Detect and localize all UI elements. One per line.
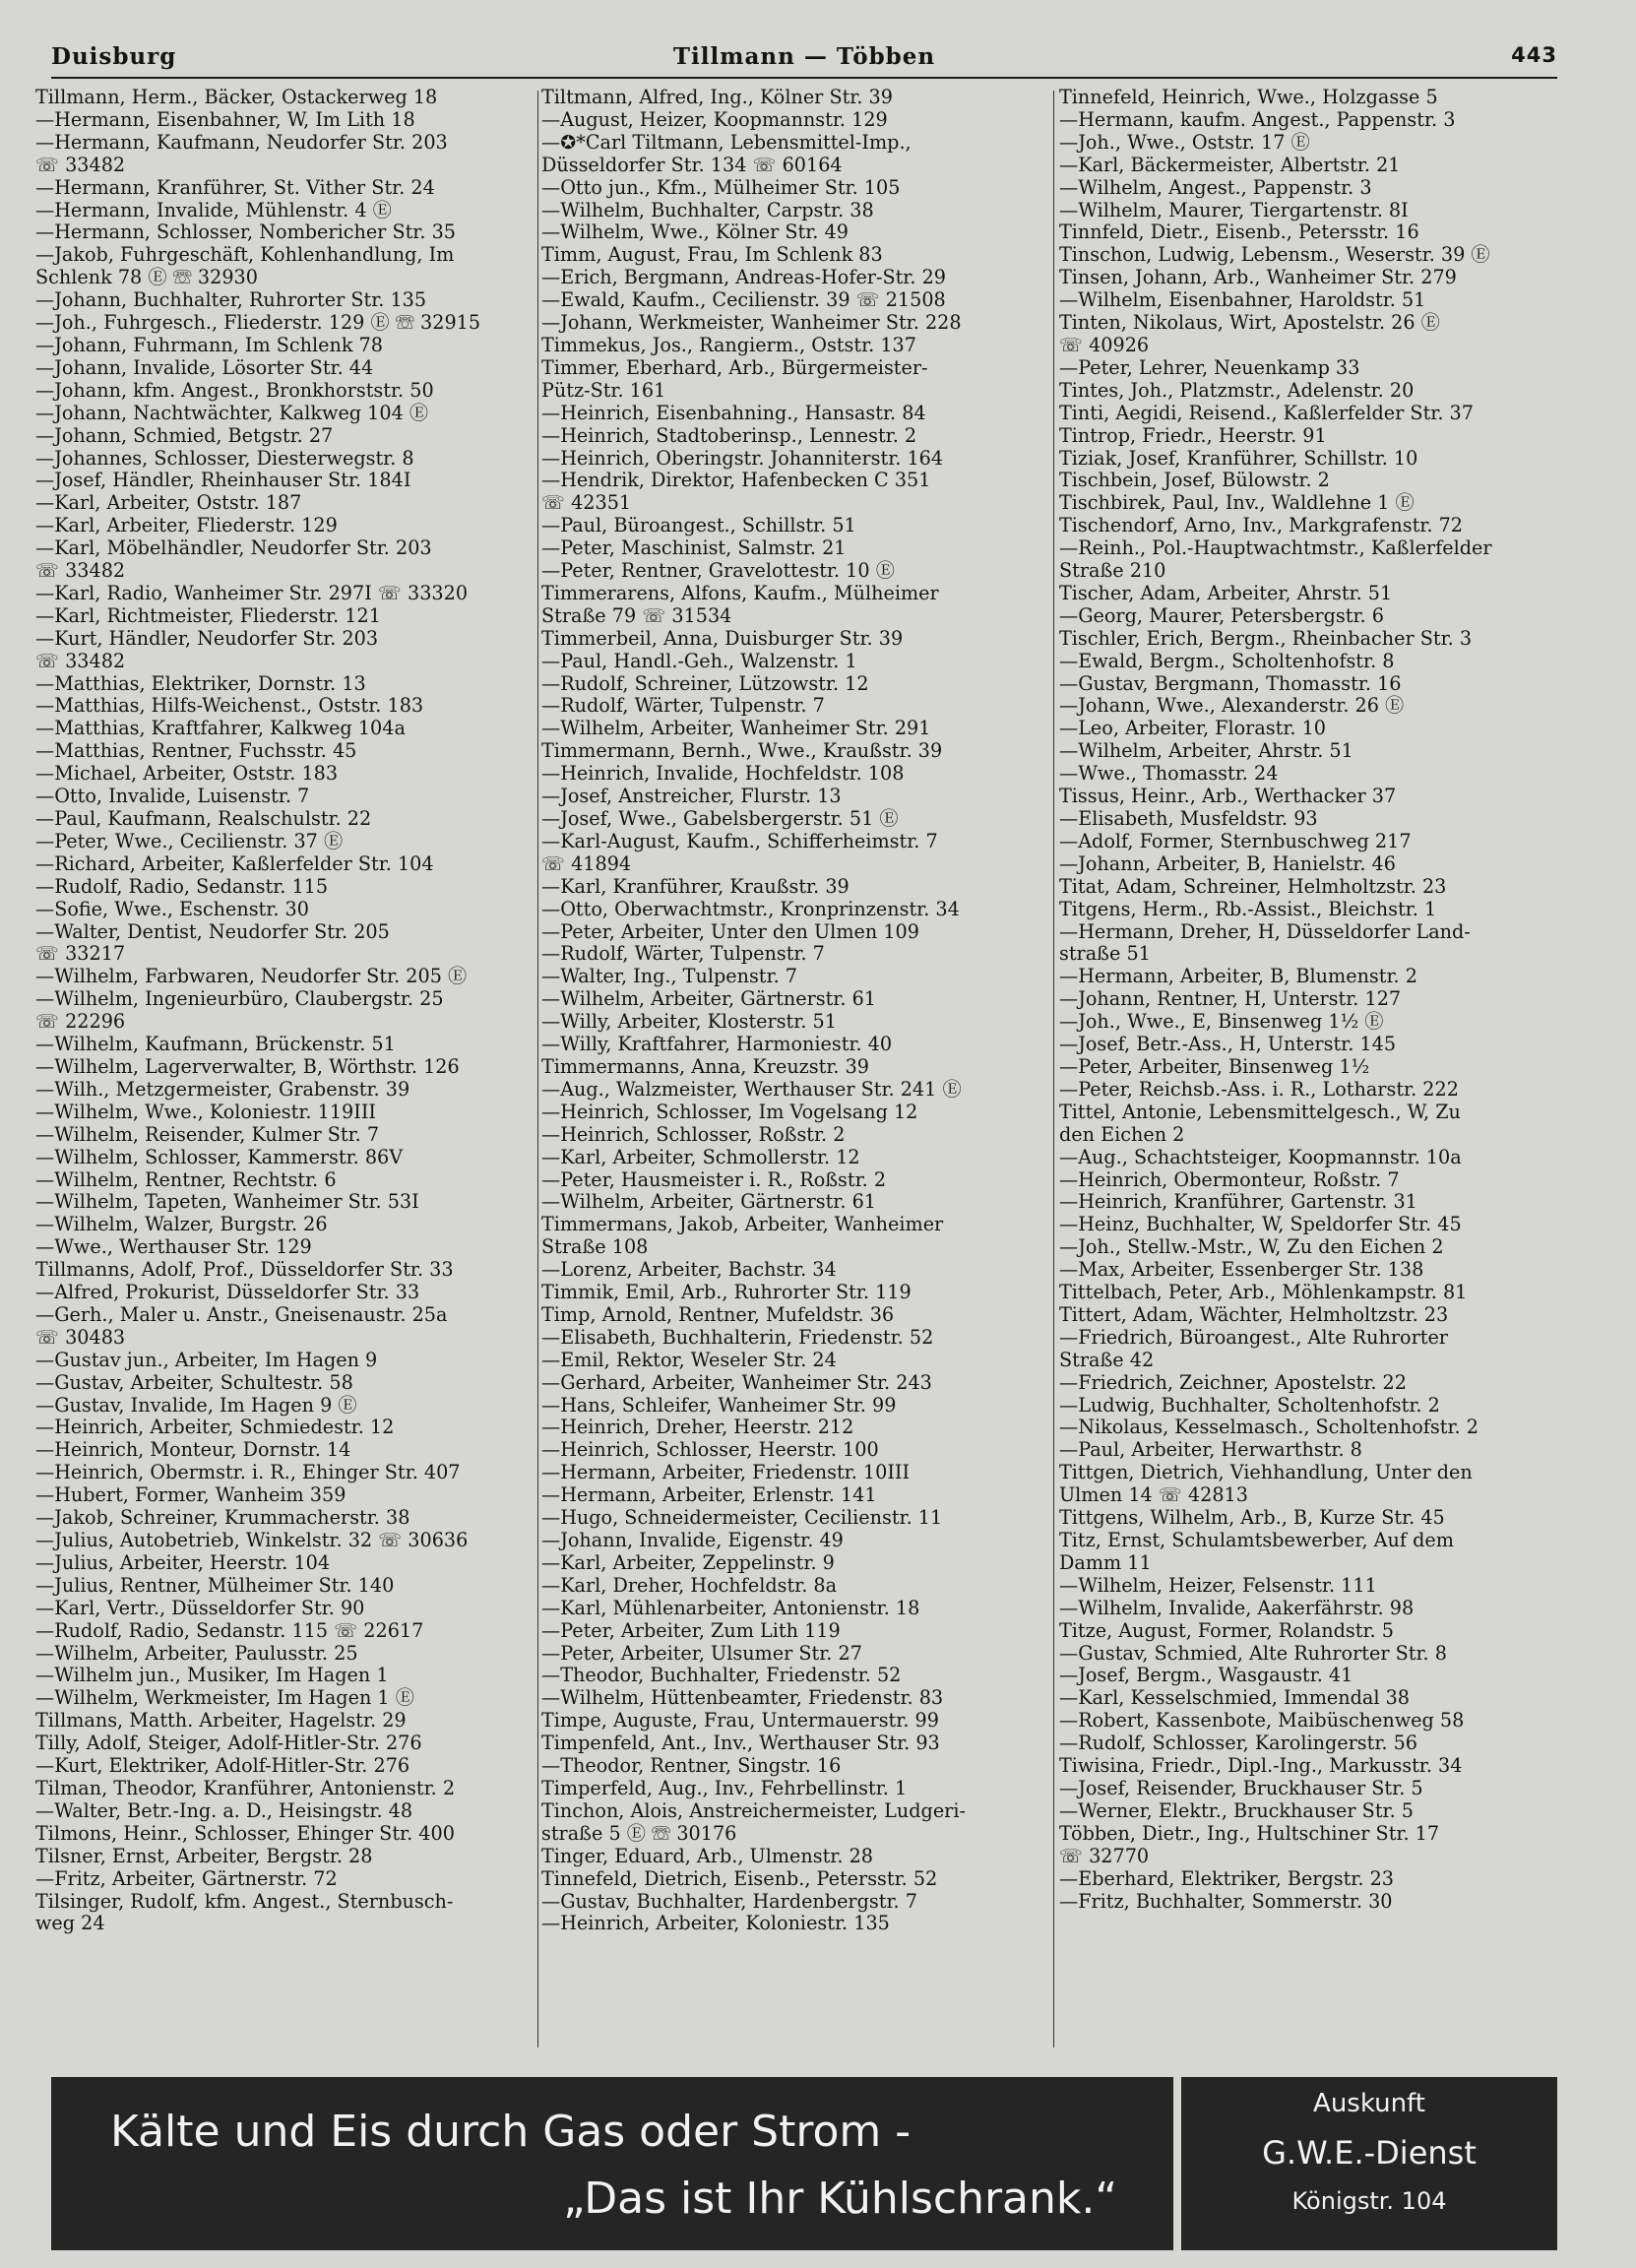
directory-entry-line: Többen, Dietr., Ing., Hultschiner Str. 17 [1059, 1821, 1440, 1845]
directory-entry-line: —Gerhard, Arbeiter, Wanheimer Str. 243 [541, 1370, 932, 1394]
directory-entry-line: Damm 11 [1059, 1550, 1152, 1574]
column-divider [1053, 91, 1054, 2048]
directory-entry-line: —Johann, Fuhrmann, Im Schlenk 78 [35, 333, 384, 356]
directory-entry-line: —Johann, Invalide, Eigenstr. 49 [541, 1529, 844, 1551]
directory-entry-line: —Peter, Arbeiter, Unter den Ulmen 109 [541, 919, 919, 943]
directory-entry-line: Ulmen 14 ☏ 42813 [1059, 1483, 1248, 1507]
directory-entry-line: —Hendrik, Direktor, Hafenbecken C 351 [541, 469, 931, 492]
directory-entry-line: —Heinrich, Eisenbahning., Hansastr. 84 [541, 401, 926, 424]
directory-entry-line: ☏ 33217 [35, 942, 126, 966]
directory-entry-line: —Wilhelm, Kaufmann, Brückenstr. 51 [35, 1033, 396, 1056]
directory-entry-line: —Fritz, Buchhalter, Sommerstr. 30 [1059, 1889, 1393, 1913]
directory-entry-line: —Hermann, Schlosser, Nombericher Str. 35 [35, 220, 456, 244]
directory-entry-line: —Ewald, Kaufm., Cecilienstr. 39 ☏ 21508 [541, 288, 946, 312]
directory-entry-line: —Heinrich, Arbeiter, Schmiedestr. 12 [35, 1416, 395, 1439]
directory-entry-line: —Wilhelm, Werkmeister, Im Hagen 1 Ⓔ [35, 1686, 414, 1710]
directory-entry-line: Timm, August, Frau, Im Schlenk 83 [541, 243, 883, 267]
directory-entry-line: —Wilhelm, Walzer, Burgstr. 26 [35, 1213, 328, 1236]
directory-entry-line: —Hermann, Arbeiter, Friedenstr. 10III [541, 1461, 911, 1484]
directory-entry-line: —Walter, Betr.-Ing. a. D., Heisingstr. 48 [35, 1798, 413, 1822]
directory-entry-line: —Hermann, Invalide, Mühlenstr. 4 Ⓔ [35, 198, 392, 221]
directory-entry-line: —Paul, Arbeiter, Herwarthstr. 8 [1059, 1438, 1362, 1462]
directory-entry-line: Düsseldorfer Str. 134 ☏ 60164 [541, 153, 843, 176]
directory-entry-line: —Heinrich, Dreher, Heerstr. 212 [541, 1416, 854, 1439]
directory-entry-line: —Heinrich, Invalide, Hochfeldstr. 108 [541, 762, 905, 786]
directory-entry-line: ☏ 32770 [1059, 1844, 1150, 1867]
directory-entry-line: Titz, Ernst, Schulamtsbewerber, Auf dem [1059, 1529, 1454, 1551]
directory-entry-line: Tillmanns, Adolf, Prof., Düsseldorfer Str. 33 [35, 1258, 454, 1282]
column-3 [1059, 87, 1571, 1913]
directory-entry-line: —Hermann, Kaufmann, Neudorfer Str. 203 [35, 130, 448, 154]
directory-entry-line: —Wilhelm, Wwe., Koloniestr. 119III [35, 1100, 376, 1123]
directory-entry-line: —Walter, Dentist, Neudorfer Str. 205 [35, 919, 390, 943]
directory-entry-line: Timmerbeil, Anna, Duisburger Str. 39 [541, 626, 904, 650]
page-number: 443 [1511, 43, 1557, 67]
directory-entry-line: Tischendorf, Arno, Inv., Markgrafenstr. 72 [1059, 514, 1463, 537]
directory-entry-line: Tintrop, Friedr., Heerstr. 91 [1059, 423, 1327, 447]
directory-entry-line: —Otto jun., Kfm., Mülheimer Str. 105 [541, 175, 901, 199]
directory-entry-line: —Hermann, Eisenbahner, W, Im Lith 18 [35, 107, 415, 131]
column-1 [35, 87, 533, 1935]
directory-entry-line: Tittgens, Wilhelm, Arb., B, Kurze Str. 45 [1059, 1506, 1445, 1530]
directory-entry-line: —Hermann, Dreher, H, Düsseldorfer Land- [1059, 919, 1471, 943]
directory-entry-line: Tinnefeld, Dietrich, Eisenb., Petersstr. 52 [541, 1866, 938, 1890]
directory-entry-line: Tittel, Antonie, Lebensmittelgesch., W, Zu [1059, 1100, 1461, 1123]
directory-entry-line: —Matthias, Elektriker, Dornstr. 13 [35, 671, 366, 695]
directory-entry-line: —Wilhelm, Arbeiter, Ahrstr. 51 [1059, 739, 1353, 763]
directory-entry-line: Tischler, Erich, Bergm., Rheinbacher Str. 3 [1059, 626, 1473, 650]
directory-entry-line: —Lorenz, Arbeiter, Bachstr. 34 [541, 1258, 837, 1282]
directory-entry-line: —Wwe., Thomasstr. 24 [1059, 762, 1279, 786]
ad-divider [1173, 2077, 1181, 2250]
directory-entry-line: —Rudolf, Radio, Sedanstr. 115 ☏ 22617 [35, 1618, 424, 1642]
directory-entry-line: —Peter, Reichsb.-Ass. i. R., Lotharstr. 222 [1059, 1077, 1459, 1101]
directory-entry-line: —Adolf, Former, Sternbuschweg 217 [1059, 829, 1412, 852]
directory-entry-line: Timmer, Eberhard, Arb., Bürgermeister- [541, 355, 928, 379]
directory-entry-line: Timmekus, Jos., Rangierm., Oststr. 137 [541, 333, 916, 356]
directory-entry-line: ☏ 22296 [35, 1010, 126, 1034]
directory-entry-line: Tinten, Nikolaus, Wirt, Apostelstr. 26 Ⓔ [1059, 311, 1440, 335]
directory-entry-line: —Wilhelm, Maurer, Tiergartenstr. 8I [1059, 198, 1409, 221]
directory-entry-line: —Sofie, Wwe., Eschenstr. 30 [35, 897, 309, 920]
directory-entry-line: —Peter, Arbeiter, Ulsumer Str. 27 [541, 1641, 862, 1665]
directory-entry-line: —Wilhelm jun., Musiker, Im Hagen 1 [35, 1664, 389, 1687]
directory-entry-line: Timmerarens, Alfons, Kaufm., Mülheimer [541, 581, 939, 604]
directory-entry-line: Timmermanns, Anna, Kreuzstr. 39 [541, 1054, 870, 1078]
ad-info-name: G.W.E.-Dienst [1262, 2134, 1477, 2172]
directory-entry-line: —Wilhelm, Rentner, Rechtstr. 6 [35, 1167, 337, 1191]
directory-entry-line: —Heinrich, Stadtoberinsp., Lennestr. 2 [541, 423, 917, 447]
directory-entry-line: —Heinrich, Obermonteur, Roßstr. 7 [1059, 1167, 1400, 1191]
directory-entry-line: —Heinrich, Obermstr. i. R., Ehinger Str. 407 [35, 1461, 461, 1484]
directory-entry-line: —Wilh., Metzgermeister, Grabenstr. 39 [35, 1077, 410, 1101]
directory-entry-line: —Joh., Fuhrgesch., Fliederstr. 129 Ⓔ ☏ 32915 [35, 311, 481, 335]
directory-entry-line: —Otto, Invalide, Luisenstr. 7 [35, 785, 310, 808]
ad-slogan-line-1: Kälte und Eis durch Gas oder Strom - [110, 2107, 912, 2157]
directory-entry-line: —Willy, Arbeiter, Klosterstr. 51 [541, 1010, 837, 1034]
directory-entry-line: —Heinrich, Schlosser, Im Vogelsang 12 [541, 1100, 918, 1123]
directory-entry-line: —Gustav, Buchhalter, Hardenbergstr. 7 [541, 1889, 917, 1913]
directory-entry-line: —Kurt, Elektriker, Adolf-Hitler-Str. 276 [35, 1754, 410, 1778]
directory-entry-line: —Peter, Hausmeister i. R., Roßstr. 2 [541, 1167, 887, 1191]
directory-entry-line: Tinnfeld, Dietr., Eisenb., Petersstr. 16 [1059, 220, 1419, 244]
directory-entry-line: —Hans, Schleifer, Wanheimer Str. 99 [541, 1393, 897, 1417]
directory-entry-line: —Johann, Arbeiter, B, Hanielstr. 46 [1059, 851, 1396, 875]
directory-entry-line: —Gustav jun., Arbeiter, Im Hagen 9 [35, 1348, 378, 1371]
directory-entry-line: Tittert, Adam, Wächter, Helmholtzstr. 23 [1059, 1302, 1449, 1326]
directory-entry-line: —Elisabeth, Buchhalterin, Friedenstr. 52 [541, 1325, 934, 1349]
directory-entry-line: straße 5 Ⓔ ☏ 30176 [541, 1821, 737, 1845]
directory-entry-line: —✪*Carl Tiltmann, Lebensmittel-Imp., [541, 130, 912, 154]
ad-info-box [1181, 2077, 1557, 2250]
directory-entry-line: —Wilhelm, Hüttenbeamter, Friedenstr. 83 [541, 1686, 944, 1710]
directory-entry-line: —Otto, Oberwachtmstr., Kronprinzenstr. 34 [541, 897, 960, 920]
directory-entry-line: ☏ 40926 [1059, 333, 1150, 356]
directory-entry-line: Tintes, Joh., Platzmstr., Adelenstr. 20 [1059, 378, 1415, 402]
directory-entry-line: Tilsinger, Rudolf, kfm. Angest., Sternbusch- [35, 1889, 454, 1913]
directory-entry-line: Tillmans, Matth. Arbeiter, Hagelstr. 29 [35, 1709, 407, 1732]
ad-info-address: Königstr. 104 [1291, 2187, 1447, 2215]
directory-entry-line: Timmermann, Bernh., Wwe., Kraußstr. 39 [541, 739, 943, 763]
directory-entry-line: —Johannes, Schlosser, Diesterwegstr. 8 [35, 446, 414, 470]
directory-entry-line: —Josef, Händler, Rheinhauser Str. 184I [35, 469, 411, 492]
directory-entry-line: —Erich, Bergmann, Andreas-Hofer-Str. 29 [541, 266, 946, 289]
directory-entry-line: —Matthias, Rentner, Fuchsstr. 45 [35, 739, 357, 763]
directory-entry-line: den Eichen 2 [1059, 1122, 1185, 1146]
directory-entry-line: —Wilhelm, Eisenbahner, Haroldstr. 51 [1059, 288, 1426, 312]
ad-slogan-line-2: „Das ist Ihr Kühlschrank.“ [563, 2174, 1118, 2224]
directory-entry-line: —Peter, Wwe., Cecilienstr. 37 Ⓔ [35, 829, 344, 852]
directory-entry-line: ☏ 30483 [35, 1325, 126, 1349]
directory-entry-line: —Peter, Rentner, Gravelottestr. 10 Ⓔ [541, 559, 895, 583]
directory-entry-line: —Karl, Arbeiter, Schmollerstr. 12 [541, 1145, 860, 1168]
directory-entry-line: straße 51 [1059, 942, 1151, 966]
directory-entry-line: Tinnefeld, Heinrich, Wwe., Holzgasse 5 [1059, 86, 1438, 108]
directory-entry-line: Timmermans, Jakob, Arbeiter, Wanheimer [541, 1213, 944, 1236]
directory-entry-line: —Wilhelm, Buchhalter, Carpstr. 38 [541, 198, 874, 221]
directory-entry-line: —Karl, Kesselschmied, Immendal 38 [1059, 1686, 1410, 1710]
directory-entry-line: —Leo, Arbeiter, Florastr. 10 [1059, 717, 1327, 740]
directory-entry-line: —Matthias, Hilfs-Weichenst., Oststr. 183 [35, 694, 424, 718]
directory-entry-line: —Heinrich, Monteur, Dornstr. 14 [35, 1438, 351, 1462]
directory-entry-line: Tinti, Aegidi, Reisend., Kaßlerfelder Str. 37 [1059, 401, 1474, 424]
directory-entry-line: —Johann, Schmied, Betgstr. 27 [35, 423, 334, 447]
directory-entry-line: —Gustav, Bergmann, Thomasstr. 16 [1059, 671, 1402, 695]
directory-entry-line: —Friedrich, Büroangest., Alte Ruhrorter [1059, 1325, 1448, 1349]
directory-entry-line: Tissus, Heinr., Arb., Werthacker 37 [1059, 785, 1397, 808]
directory-entry-line: —Johann, Invalide, Lösorter Str. 44 [35, 355, 374, 379]
directory-entry-line: —Willy, Kraftfahrer, Harmoniestr. 40 [541, 1033, 893, 1056]
directory-entry-line: —Rudolf, Wärter, Tulpenstr. 7 [541, 942, 825, 966]
directory-entry-line: —Gustav, Schmied, Alte Ruhrorter Str. 8 [1059, 1641, 1447, 1665]
directory-entry-line: —Wilhelm, Lagerverwalter, B, Wörthstr. 126 [35, 1054, 460, 1078]
directory-entry-line: Tittelbach, Peter, Arb., Möhlenkampstr. 81 [1059, 1281, 1468, 1304]
directory-entry-line: —Karl, Richtmeister, Fliederstr. 121 [35, 603, 381, 627]
directory-entry-line: —Heinrich, Oberingstr. Johanniterstr. 164 [541, 446, 944, 470]
directory-entry-line: Straße 42 [1059, 1348, 1155, 1371]
directory-entry-line: —Ewald, Bergm., Scholtenhofstr. 8 [1059, 649, 1395, 672]
directory-entry-line: —Joh., Wwe., E, Binsenweg 1½ Ⓔ [1059, 1010, 1384, 1034]
directory-entry-line: —Heinrich, Schlosser, Heerstr. 100 [541, 1438, 879, 1462]
directory-entry-line: Tiziak, Josef, Kranführer, Schillstr. 10 [1059, 446, 1418, 470]
directory-entry-line: Straße 79 ☏ 31534 [541, 603, 732, 627]
directory-entry-line: Timpenfeld, Ant., Inv., Werthauser Str. 93 [541, 1732, 940, 1755]
directory-entry-line: Tinschon, Ludwig, Lebensm., Weserstr. 39 Ⓔ [1059, 243, 1490, 267]
directory-entry-line: —Gerh., Maler u. Anstr., Gneisenaustr. 25a [35, 1302, 448, 1326]
directory-entry-line: —Johann, Buchhalter, Ruhrorter Str. 135 [35, 288, 427, 312]
directory-entry-line: —Julius, Autobetrieb, Winkelstr. 32 ☏ 30636 [35, 1529, 469, 1551]
directory-entry-line: Tilman, Theodor, Kranführer, Antonienstr. 2 [35, 1776, 456, 1799]
directory-entry-line: —Karl, Dreher, Hochfeldstr. 8a [541, 1573, 838, 1597]
directory-entry-line: ☏ 42351 [541, 491, 632, 515]
directory-entry-line: —Emil, Rektor, Weseler Str. 24 [541, 1348, 837, 1371]
directory-entry-line: —Wilhelm, Tapeten, Wanheimer Str. 53I [35, 1190, 419, 1214]
directory-entry-line: —Georg, Maurer, Petersbergstr. 6 [1059, 603, 1384, 627]
ad-slogan [51, 2077, 1173, 2250]
directory-entry-line: —Werner, Elektr., Bruckhauser Str. 5 [1059, 1798, 1414, 1822]
directory-entry-line: —Jakob, Schreiner, Krummacherstr. 38 [35, 1506, 410, 1530]
directory-entry-line: —Johann, Nachtwächter, Kalkweg 104 Ⓔ [35, 401, 429, 424]
directory-entry-line: —Rudolf, Schreiner, Lützowstr. 12 [541, 671, 869, 695]
directory-entry-line: Tilsner, Ernst, Arbeiter, Bergstr. 28 [35, 1844, 373, 1867]
directory-entry-line: —Aug., Walzmeister, Werthauser Str. 241 Ⓔ [541, 1077, 962, 1101]
column-divider [537, 91, 538, 2048]
directory-entry-line: Timp, Arnold, Rentner, Mufeldstr. 36 [541, 1302, 895, 1326]
advertisement-banner [51, 2077, 1557, 2250]
directory-entry-line: Tinchon, Alois, Anstreichermeister, Ludgeri- [541, 1798, 966, 1822]
directory-entry-line: —Julius, Arbeiter, Heerstr. 104 [35, 1550, 331, 1574]
directory-entry-line: Schlenk 78 Ⓔ ☏ 32930 [35, 266, 258, 289]
directory-entry-line: ☏ 41894 [541, 851, 632, 875]
directory-entry-line: —Wilhelm, Angest., Pappenstr. 3 [1059, 175, 1372, 199]
directory-entry-line: —Josef, Reisender, Bruckhauser Str. 5 [1059, 1776, 1423, 1799]
directory-entry-line: —Hubert, Former, Wanheim 359 [35, 1483, 346, 1507]
directory-entry-line: —Wilhelm, Arbeiter, Gärtnerstr. 61 [541, 987, 876, 1011]
directory-entry-line: —Karl-August, Kaufm., Schifferheimstr. 7 [541, 829, 938, 852]
directory-entry-line: —Reinh., Pol.-Hauptwachtmstr., Kaßlerfelder [1059, 536, 1492, 560]
directory-entry-line: —Jakob, Fuhrgeschäft, Kohlenhandlung, Im [35, 243, 455, 267]
directory-entry-line: —Wilhelm, Arbeiter, Paulusstr. 25 [35, 1641, 358, 1665]
directory-entry-line: —Julius, Rentner, Mülheimer Str. 140 [35, 1573, 395, 1597]
directory-entry-line: Titze, August, Former, Rolandstr. 5 [1059, 1618, 1394, 1642]
directory-entry-line: —Elisabeth, Musfeldstr. 93 [1059, 807, 1318, 830]
directory-entry-line: —Peter, Maschinist, Salmstr. 21 [541, 536, 847, 560]
directory-entry-line: —Max, Arbeiter, Essenberger Str. 138 [1059, 1258, 1424, 1282]
directory-entry-line: —Karl, Bäckermeister, Albertstr. 21 [1059, 153, 1401, 176]
directory-entry-line: Tischbein, Josef, Bülowstr. 2 [1059, 469, 1330, 492]
directory-entry-line: Timpe, Auguste, Frau, Untermauerstr. 99 [541, 1709, 939, 1732]
directory-entry-line: —Peter, Arbeiter, Binsenweg 1½ [1059, 1054, 1370, 1078]
directory-entry-line: —Hermann, Kranführer, St. Vither Str. 24 [35, 175, 435, 199]
directory-entry-line: —Michael, Arbeiter, Oststr. 183 [35, 762, 339, 786]
directory-entry-line: —Walter, Ing., Tulpenstr. 7 [541, 965, 797, 988]
directory-entry-line: —Fritz, Arbeiter, Gärtnerstr. 72 [35, 1866, 338, 1890]
directory-entry-line: Tilly, Adolf, Steiger, Adolf-Hitler-Str. 276 [35, 1732, 422, 1755]
directory-entry-line: —Nikolaus, Kesselmasch., Scholtenhofstr. 2 [1059, 1416, 1479, 1439]
directory-entry-line: —Rudolf, Wärter, Tulpenstr. 7 [541, 694, 825, 718]
directory-entry-line: Tiltmann, Alfred, Ing., Kölner Str. 39 [541, 86, 893, 108]
directory-entry-line: Tilmons, Heinr., Schlosser, Ehinger Str. 400 [35, 1821, 455, 1845]
directory-entry-line: —Paul, Kaufmann, Realschulstr. 22 [35, 807, 372, 830]
directory-entry-line: —Wilhelm, Arbeiter, Wanheimer Str. 291 [541, 717, 931, 740]
directory-entry-line: —Friedrich, Zeichner, Apostelstr. 22 [1059, 1370, 1407, 1394]
directory-entry-line: —Karl, Arbeiter, Fliederstr. 129 [35, 514, 338, 537]
ad-info-title: Auskunft [1313, 2089, 1425, 2118]
directory-entry-line: —Hermann, kaufm. Angest., Pappenstr. 3 [1059, 107, 1456, 131]
directory-entry-line: —Robert, Kassenbote, Maibüschenweg 58 [1059, 1709, 1465, 1732]
directory-entry-line: —Wilhelm, Farbwaren, Neudorfer Str. 205 Ⓔ [35, 965, 468, 988]
directory-entry-line: —Alfred, Prokurist, Düsseldorfer Str. 33 [35, 1281, 420, 1304]
directory-entry-line: —Ludwig, Buchhalter, Scholtenhofstr. 2 [1059, 1393, 1440, 1417]
directory-entry-line: —Rudolf, Radio, Sedanstr. 115 [35, 874, 329, 898]
directory-entry-line: Tillmann, Herm., Bäcker, Ostackerweg 18 [35, 86, 438, 108]
directory-entry-line: Tischbirek, Paul, Inv., Waldlehne 1 Ⓔ [1059, 491, 1415, 515]
directory-entry-line: —Karl, Möbelhändler, Neudorfer Str. 203 [35, 536, 432, 560]
directory-entry-line: Timperfeld, Aug., Inv., Fehrbellinstr. 1 [541, 1776, 908, 1799]
directory-entry-line: —Josef, Anstreicher, Flurstr. 13 [541, 785, 842, 808]
directory-entry-line: —Theodor, Rentner, Singstr. 16 [541, 1754, 842, 1778]
directory-entry-line: —Johann, Werkmeister, Wanheimer Str. 228 [541, 311, 962, 335]
directory-entry-line: —Peter, Lehrer, Neuenkamp 33 [1059, 355, 1360, 379]
directory-entry-line: Tinger, Eduard, Arb., Ulmenstr. 28 [541, 1844, 873, 1867]
directory-entry-line: —Wilhelm, Schlosser, Kammerstr. 86V [35, 1145, 404, 1168]
directory-entry-line: —Wilhelm, Arbeiter, Gärtnerstr. 61 [541, 1190, 876, 1214]
header-city: Duisburg [51, 43, 177, 70]
directory-entry-line: —Hugo, Schneidermeister, Cecilienstr. 11 [541, 1506, 943, 1530]
directory-entry-line: Pütz-Str. 161 [541, 378, 666, 402]
directory-entry-line: —Richard, Arbeiter, Kaßlerfelder Str. 104 [35, 851, 434, 875]
directory-entry-line: —Joh., Wwe., Oststr. 17 Ⓔ [1059, 130, 1310, 154]
directory-entry-line: ☏ 33482 [35, 153, 126, 176]
directory-entry-line: —Karl, Radio, Wanheimer Str. 297I ☏ 33320 [35, 581, 469, 604]
directory-entry-line: Titat, Adam, Schreiner, Helmholtzstr. 23 [1059, 874, 1447, 898]
directory-entry-line: —Rudolf, Schlosser, Karolingerstr. 56 [1059, 1732, 1417, 1755]
directory-entry-line: —Josef, Wwe., Gabelsbergerstr. 51 Ⓔ [541, 807, 899, 830]
directory-entry-line: —Karl, Arbeiter, Oststr. 187 [35, 491, 302, 515]
directory-entry-line: —Matthias, Kraftfahrer, Kalkweg 104a [35, 717, 406, 740]
directory-entry-line: —Joh., Stellw.-Mstr., W, Zu den Eichen 2 [1059, 1235, 1444, 1259]
directory-entry-line: Timmik, Emil, Arb., Ruhrorter Str. 119 [541, 1281, 912, 1304]
directory-entry-line: —Paul, Handl.-Geh., Walzenstr. 1 [541, 649, 857, 672]
directory-entry-line: ☏ 33482 [35, 649, 126, 672]
directory-entry-line: Tittgen, Dietrich, Viehhandlung, Unter den [1059, 1461, 1473, 1484]
directory-entry-line: —August, Heizer, Koopmannstr. 129 [541, 107, 888, 131]
directory-entry-line: —Gustav, Invalide, Im Hagen 9 Ⓔ [35, 1393, 357, 1417]
directory-entry-line: —Wilhelm, Ingenieurbüro, Claubergstr. 25 [35, 987, 444, 1011]
directory-entry-line: weg 24 [35, 1912, 105, 1935]
directory-entry-line: —Heinz, Buchhalter, W, Speldorfer Str. 45 [1059, 1213, 1462, 1236]
directory-entry-line: Titgens, Herm., Rb.-Assist., Bleichstr. 1 [1059, 897, 1437, 920]
directory-entry-line: —Heinrich, Schlosser, Roßstr. 2 [541, 1122, 846, 1146]
directory-entry-line: Tischer, Adam, Arbeiter, Ahrstr. 51 [1059, 581, 1393, 604]
directory-entry-line: Tiwisina, Friedr., Dipl.-Ing., Markusstr. 34 [1059, 1754, 1463, 1778]
directory-entry-line: —Karl, Kranführer, Kraußstr. 39 [541, 874, 849, 898]
directory-entry-line: —Josef, Bergm., Wasgaustr. 41 [1059, 1664, 1353, 1687]
directory-entry-line: —Wilhelm, Invalide, Aakerfährstr. 98 [1059, 1596, 1415, 1619]
directory-entry-line: Straße 210 [1059, 559, 1166, 583]
directory-entry-line: —Wilhelm, Heizer, Felsenstr. 111 [1059, 1573, 1377, 1597]
directory-entry-line: ☏ 33482 [35, 559, 126, 583]
directory-entry-line: —Hermann, Arbeiter, B, Blumenstr. 2 [1059, 965, 1417, 988]
directory-entry-line: —Johann, Wwe., Alexanderstr. 26 Ⓔ [1059, 694, 1405, 718]
directory-entry-line: —Wwe., Werthauser Str. 129 [35, 1235, 312, 1259]
directory-entry-line: —Eberhard, Elektriker, Bergstr. 23 [1059, 1866, 1394, 1890]
directory-entry-line: —Kurt, Händler, Neudorfer Str. 203 [35, 626, 379, 650]
directory-entry-line: —Aug., Schachtsteiger, Koopmannstr. 10a [1059, 1145, 1462, 1168]
directory-entry-line: —Peter, Arbeiter, Zum Lith 119 [541, 1618, 841, 1642]
column-2 [541, 87, 1047, 1935]
directory-entry-line: —Karl, Arbeiter, Zeppelinstr. 9 [541, 1550, 835, 1574]
directory-entry-line: —Karl, Vertr., Düsseldorfer Str. 90 [35, 1596, 365, 1619]
directory-entry-line: —Karl, Mühlenarbeiter, Antonienstr. 18 [541, 1596, 920, 1619]
directory-entry-line: Straße 108 [541, 1235, 649, 1259]
page-header [51, 43, 1557, 79]
directory-entry-line: —Theodor, Buchhalter, Friedenstr. 52 [541, 1664, 902, 1687]
directory-entry-line: —Heinrich, Kranführer, Gartenstr. 31 [1059, 1190, 1417, 1214]
directory-entry-line: —Hermann, Arbeiter, Erlenstr. 141 [541, 1483, 877, 1507]
directory-entry-line: —Gustav, Arbeiter, Schultestr. 58 [35, 1370, 353, 1394]
directory-entry-line: —Johann, kfm. Angest., Bronkhorststr. 50 [35, 378, 434, 402]
directory-entry-line: —Paul, Büroangest., Schillstr. 51 [541, 514, 856, 537]
directory-entry-line: —Josef, Betr.-Ass., H, Unterstr. 145 [1059, 1033, 1397, 1056]
directory-entry-line: —Heinrich, Arbeiter, Koloniestr. 135 [541, 1912, 890, 1935]
directory-entry-line: —Johann, Rentner, H, Unterstr. 127 [1059, 987, 1402, 1011]
directory-entry-line: —Wilhelm, Reisender, Kulmer Str. 7 [35, 1122, 380, 1146]
directory-entry-line: —Wilhelm, Wwe., Kölner Str. 49 [541, 220, 849, 244]
header-name-range: Tillmann — Többen [672, 43, 936, 70]
directory-entry-line: Tinsen, Johann, Arb., Wanheimer Str. 279 [1059, 266, 1457, 289]
